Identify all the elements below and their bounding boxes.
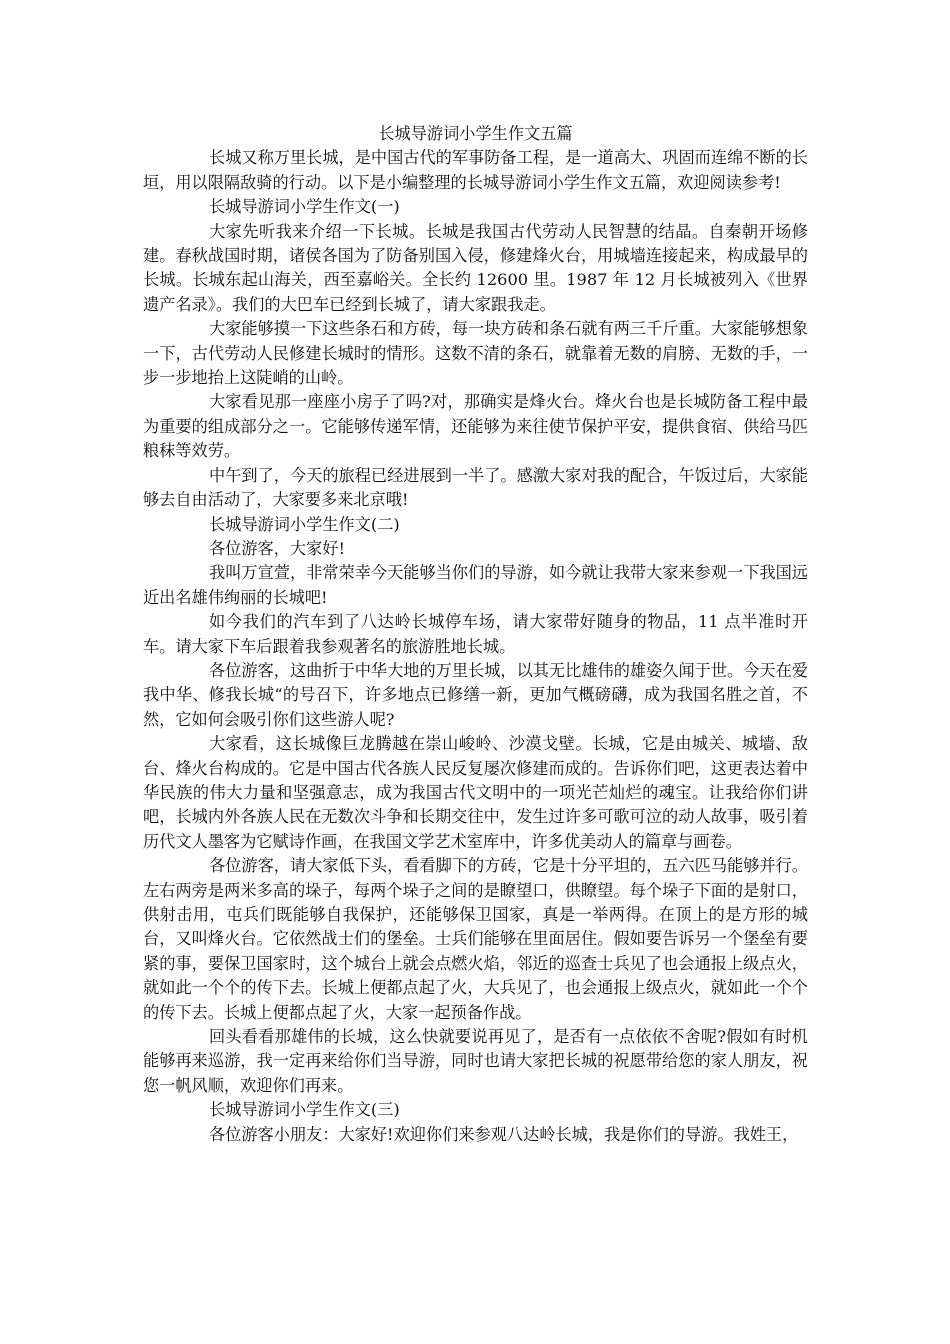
paragraph: 如今我们的汽车到了八达岭长城停车场，请大家带好随身的物品，11 点半准时开车。请大家下车后跟着我参观著名的旅游胜地长城。 (143, 612, 808, 656)
paragraph: 大家先听我来介绍一下长城。长城是我国古代劳动人民智慧的结晶。自秦朝开场修建。春秋战国时期，诸侯各国为了防备别国入侵，修建烽火台，用城墙连接起来，构成最早的长城。长城东起山海关，西至嘉峪关。全长约 12600 里。1987 年 12 月长城被列入《世界遗产名录》。我们的大巴车已经到长城了，请大家跟我走。 (143, 221, 808, 314)
paragraph: 回头看看那雄伟的长城，这么快就要说再见了，是否有一点依依不舍呢?假如有时机能够再来巡游，我一定再来给你们当导游，同时也请大家把长城的祝愿带给您的家人朋友，祝您一帆风顺，欢迎你们再来。 (143, 1027, 808, 1095)
paragraph: 大家看见那一座座小房子了吗?对，那确实是烽火台。烽火台也是长城防备工程中最为重要的组成部分之一。它能够传递军情，还能够为来往使节保护平安，提供食宿、供给马匹粮秣等效劳。 (143, 392, 808, 461)
document-title: 长城导游词小学生作文五篇 (378, 124, 573, 143)
section-heading: 长城导游词小学生作文(三) (209, 1100, 400, 1120)
document-body (143, 122, 808, 1147)
section-heading: 长城导游词小学生作文(一) (209, 197, 400, 217)
paragraph: 大家看，这长城像巨龙腾越在崇山峻岭、沙漠戈壁。长城，它是由城关、城墙、敌台、烽火台构成的。它是中国古代各族人民反复屡次修建而成的。告诉你们吧，这更表达着中华民族的伟大力量和坚强意志，成为我国古代文明中的一项光芒灿烂的魂宝。让我给你们讲吧，长城内外各族人民在无数次斗争和长期交往中，发生过许多可歌可泣的动人故事，吸引着历代文人墨客为它赋诗作画，在我国文学艺术室库中，许多优美动人的篇章与画卷。 (143, 734, 808, 851)
paragraph: 长城又称万里长城，是中国古代的军事防备工程，是一道高大、巩固而连绵不断的长垣，用以限隔敌骑的行动。以下是小编整理的长城导游词小学生作文五篇，欢迎阅读参考! (143, 148, 808, 192)
paragraph: 各位游客，这曲折于中华大地的万里长城，以其无比雄伟的雄姿久闻于世。今天在爱我中华、修我长城“的号召下，许多地点已修缮一新，更加气概磅礴，成为我国名胜之首，不然，它如何会吸引你们这些游人呢? (143, 660, 808, 729)
paragraph: 大家能够摸一下这些条石和方砖，每一块方砖和条石就有两三千斤重。大家能够想象一下，古代劳动人民修建长城时的情形。这数不清的条石，就靠着无数的肩膀、无数的手，一步一步地抬上这陡峭的山岭。 (143, 319, 808, 388)
paragraph: 中午到了，今天的旅程已经进展到一半了。感激大家对我的配合，午饭过后，大家能够去自由活动了，大家要多来北京哦! (143, 465, 808, 510)
paragraph: 各位游客，大家好! (209, 538, 346, 558)
paragraph: 各位游客，请大家低下头，看看脚下的方砖，它是十分平坦的，五六匹马能够并行。左右两旁是两米多高的垛子，每两个垛子之间的是瞭望口，供瞭望。每个垛子下面的是射口，供射击用，屯兵们既能够自我保护，还能够保卫国家，真是一举两得。在顶上的是方形的城台，又叫烽火台。它依然战士们的堡垒。士兵们能够在里面居住。假如要告诉另一个堡垒有要紧的事，要保卫国家时，这个城台上就会点燃火焰，邻近的巡查士兵见了也会通报上级点火，就如此一个个的传下去。长城上便都点起了火，大兵见了，也会通报上级点火，就如此一个个的传下去。长城上便都点起了火，大家一起预备作战。 (143, 856, 808, 1022)
paragraph: 我叫万宣萱，非常荣幸今天能够当你们的导游，如今就让我带大家来参观一下我国远近出名雄伟绚丽的长城吧! (143, 563, 808, 607)
paragraph: 各位游客小朋友：大家好!欢迎你们来参观八达岭长城，我是你们的导游。我姓王， (209, 1124, 799, 1144)
section-heading: 长城导游词小学生作文(二) (209, 514, 400, 534)
